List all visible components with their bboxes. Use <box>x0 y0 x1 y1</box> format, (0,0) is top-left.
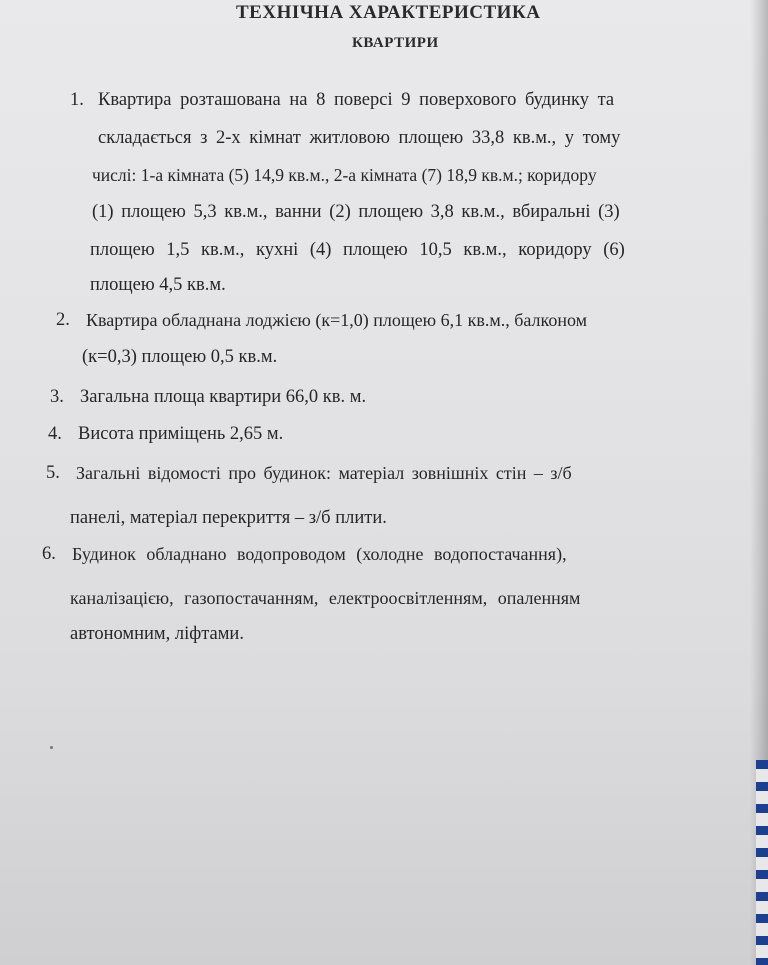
item-line: площею 1,5 кв.м., кухні (4) площею 10,5 кв.м., коридору (6) <box>90 240 625 260</box>
item-line: складається з 2-х кімнат житловою площею 33,8 кв.м., у тому <box>98 128 621 148</box>
item-line: Квартира розташована на 8 поверсі 9 поверхового будинку та <box>98 90 615 110</box>
item-number: 2. <box>56 310 70 330</box>
item-number: 3. <box>50 387 64 407</box>
item-number: 1. <box>70 90 84 110</box>
document-subtitle: КВАРТИРИ <box>352 35 439 51</box>
list-item-2 <box>56 310 726 380</box>
item-line: площею 4,5 кв.м. <box>90 275 226 295</box>
list-item-5 <box>46 463 736 543</box>
list-item-3 <box>50 387 650 417</box>
item-number: 5. <box>46 463 60 483</box>
list-item-6 <box>42 544 742 664</box>
item-line: Загальна площа квартири 66,0 кв. м. <box>80 387 367 407</box>
paper-speck <box>50 746 53 749</box>
item-line: каналізацією, газопостачанням, електроосвітленням, опаленням <box>70 588 581 608</box>
document-title: ТЕХНІЧНА ХАРАКТЕРИСТИКА <box>236 2 541 23</box>
item-line: Висота приміщень 2,65 м. <box>78 424 284 444</box>
item-line: числі: 1-а кімната (5) 14,9 кв.м., 2-а кімната (7) 18,9 кв.м.; коридору <box>92 165 597 185</box>
list-item-4 <box>48 424 648 454</box>
item-number: 6. <box>42 544 56 564</box>
item-line: (к=0,3) площею 0,5 кв.м. <box>82 347 278 367</box>
item-number: 4. <box>48 424 62 444</box>
spiral-binding <box>756 760 768 965</box>
item-line: Квартира обладнана лоджією (к=1,0) площею 6,1 кв.м., балконом <box>86 310 588 330</box>
item-line: автономним, ліфтами. <box>70 624 244 644</box>
item-line: панелі, матеріал перекриття – з/б плити. <box>70 508 387 528</box>
list-item-1 <box>70 90 730 300</box>
item-line: Загальні відомості про будинок: матеріал зовнішніх стін – з/б <box>76 463 572 483</box>
item-line: Будинок обладнано водопроводом (холодне водопостачання), <box>72 544 567 564</box>
item-line: (1) площею 5,3 кв.м., ванни (2) площею 3,8 кв.м., вбиральні (3) <box>92 202 620 222</box>
